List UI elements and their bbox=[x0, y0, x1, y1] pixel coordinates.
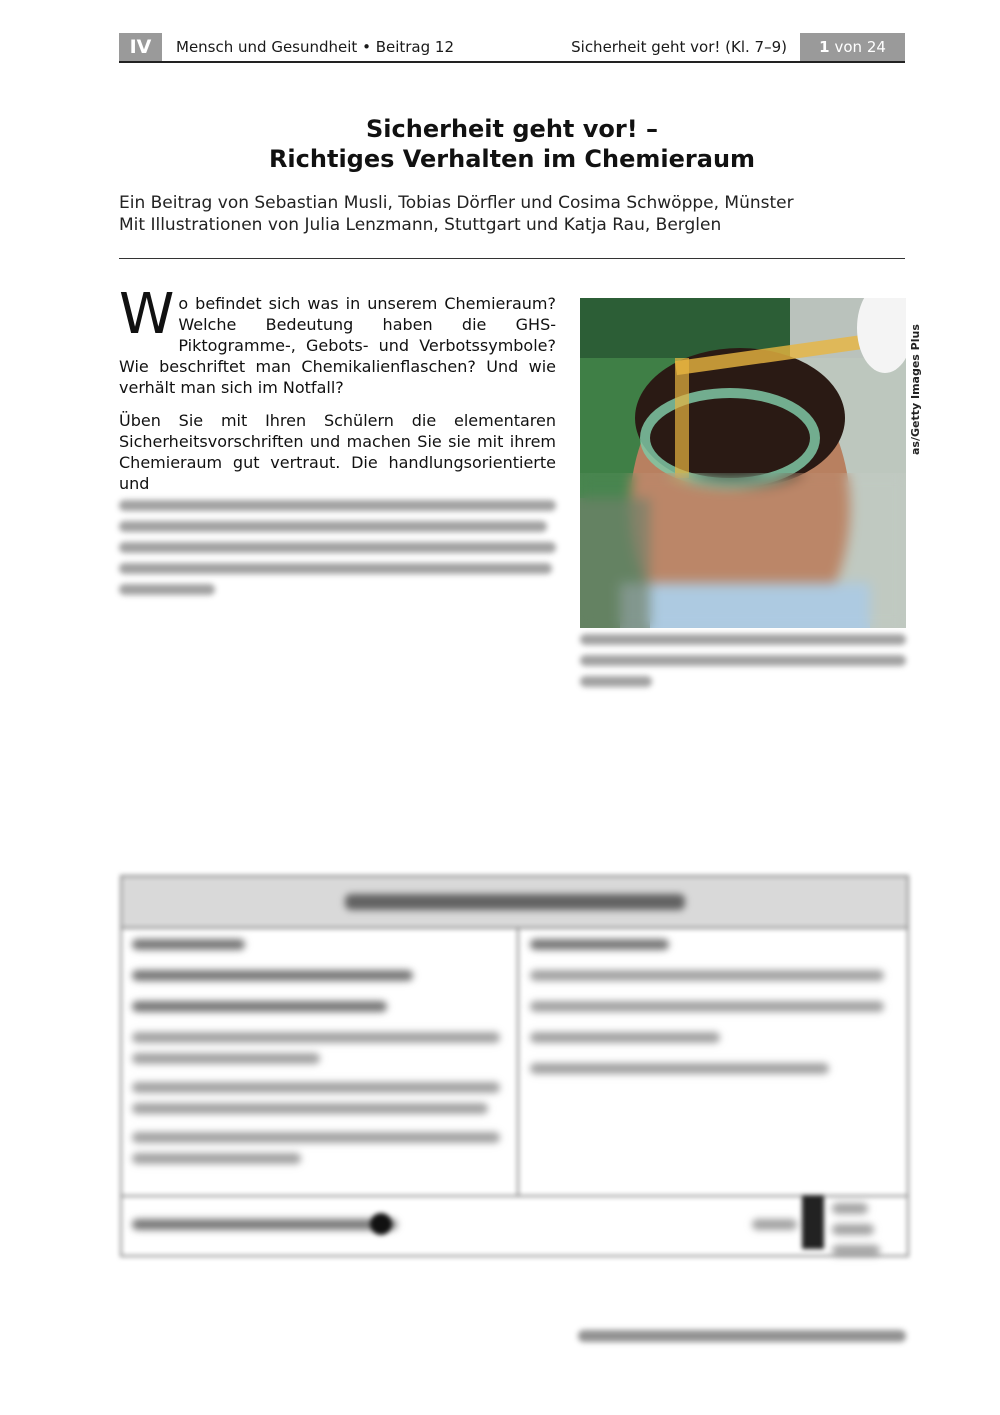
blurred-line bbox=[530, 1001, 884, 1012]
photo-credit-text: as/Getty Images Plus bbox=[909, 324, 922, 455]
page-indicator bbox=[800, 33, 905, 61]
intro-paragraph-1-text: o befindet sich was in unserem Chemieraum? Welche Bedeutung haben die GHS-Piktogramme-, Gebots- und Verbotssymbole? Wie beschriftet man Chemikalienflaschen? Und wie verhält man sich im Notfall? bbox=[119, 294, 556, 397]
blurred-line bbox=[119, 542, 556, 553]
blurred-line bbox=[119, 584, 215, 595]
title-line-1: Sicherheit geht vor! – bbox=[366, 115, 658, 143]
blurred-text bbox=[119, 500, 556, 595]
byline bbox=[119, 192, 794, 236]
blurred-line bbox=[530, 1063, 829, 1074]
intro-text bbox=[119, 282, 556, 605]
blurred-line bbox=[132, 1082, 500, 1093]
photo-credit bbox=[905, 324, 927, 630]
photo-caption-blurred bbox=[580, 634, 906, 697]
dropcap: W bbox=[119, 282, 175, 347]
overview-footer-right-label bbox=[752, 1219, 797, 1240]
blurred-line bbox=[132, 1001, 387, 1012]
overview-footer-left bbox=[132, 1219, 397, 1240]
page-total: von 24 bbox=[834, 38, 886, 56]
intro-paragraph-1 bbox=[119, 282, 556, 398]
blurred-line bbox=[832, 1203, 868, 1214]
blurred-line bbox=[530, 939, 669, 950]
overview-box-footer-divider bbox=[122, 1195, 907, 1197]
blurred-line bbox=[132, 939, 245, 950]
blurred-line bbox=[578, 1330, 906, 1342]
blurred-line bbox=[580, 634, 906, 645]
overview-right-column bbox=[530, 939, 895, 1084]
blurred-line bbox=[580, 655, 906, 666]
overview-left-column bbox=[132, 939, 507, 1174]
byline-authors: Ein Beitrag von Sebastian Musli, Tobias Dörfler und Cosima Schwöppe, Münster bbox=[119, 193, 794, 213]
blurred-line bbox=[530, 1032, 720, 1043]
blurred-line bbox=[119, 500, 556, 511]
blurred-line bbox=[580, 676, 652, 687]
blurred-line bbox=[132, 970, 413, 981]
byline-illustrations: Mit Illustrationen von Julia Lenzmann, Stuttgart und Katja Rau, Berglen bbox=[119, 215, 722, 235]
blurred-line bbox=[119, 563, 552, 574]
divider bbox=[119, 258, 905, 259]
overview-box-column-divider bbox=[517, 929, 519, 1197]
overview-box-header bbox=[122, 877, 907, 929]
blurred-line bbox=[132, 1132, 500, 1143]
blurred-line bbox=[832, 1245, 880, 1256]
header-right-text: Sicherheit geht vor! (Kl. 7–9) bbox=[571, 38, 787, 56]
overview-box bbox=[120, 875, 909, 1257]
blurred-line bbox=[132, 1103, 488, 1114]
section-badge: IV bbox=[119, 33, 162, 61]
qr-code-icon bbox=[802, 1195, 824, 1249]
blurred-line bbox=[832, 1224, 874, 1235]
page-footer bbox=[578, 1330, 906, 1344]
blurred-line bbox=[752, 1219, 797, 1230]
title-line-2: Richtiges Verhalten im Chemieraum bbox=[268, 145, 756, 173]
blurred-line bbox=[345, 894, 685, 910]
lab-photo bbox=[580, 298, 906, 628]
blurred-line bbox=[132, 1153, 301, 1164]
dot-icon bbox=[370, 1213, 392, 1235]
photo-blur-overlay bbox=[580, 473, 906, 628]
blurred-line bbox=[132, 1032, 500, 1043]
page-header bbox=[119, 33, 905, 63]
header-left-text: Mensch und Gesundheit • Beitrag 12 bbox=[176, 38, 454, 56]
blurred-line bbox=[530, 970, 884, 981]
blurred-line bbox=[132, 1053, 320, 1064]
blurred-line bbox=[132, 1219, 397, 1230]
page-title bbox=[119, 114, 905, 174]
page-number: 1 bbox=[819, 38, 830, 56]
intro-paragraph-2: Üben Sie mit Ihren Schülern die elementaren Sicherheitsvorschriften und machen Sie sie mit ihrem Chemieraum gut vertraut. Die handlungsorientierte und bbox=[119, 411, 556, 493]
overview-footer-logo-text bbox=[832, 1203, 892, 1266]
blurred-line bbox=[119, 521, 547, 532]
